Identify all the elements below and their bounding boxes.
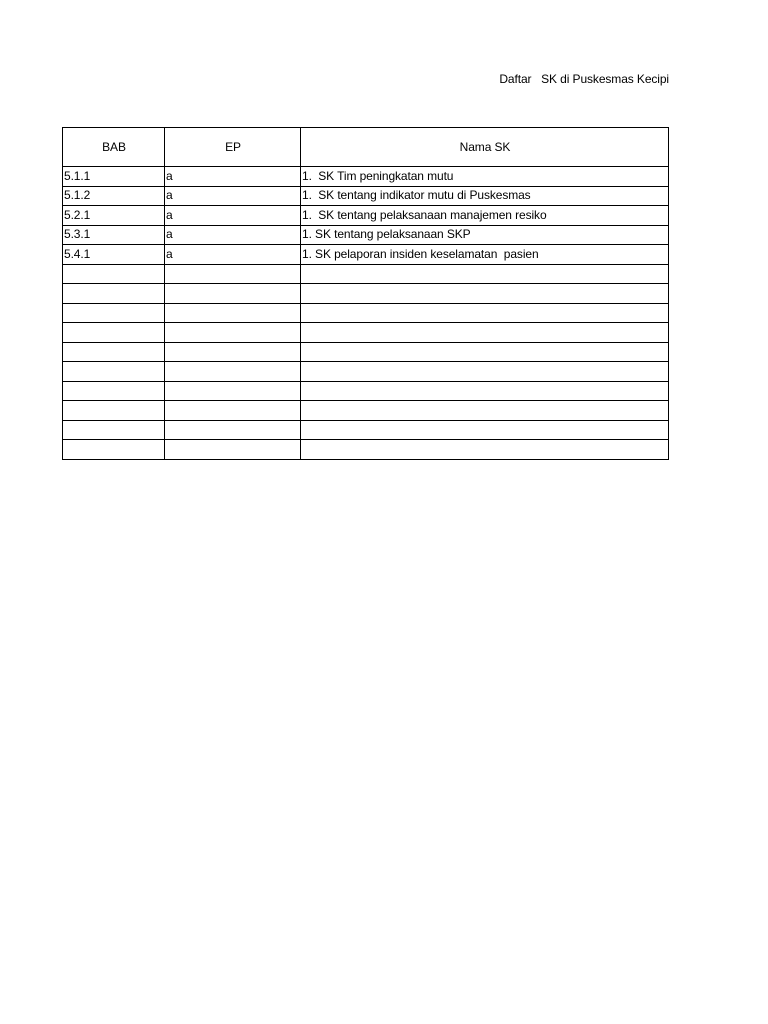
cell-bab: 5.3.1 (63, 225, 165, 245)
table-row (63, 245, 669, 265)
header-ep: EP (165, 128, 301, 167)
empty-cell (165, 440, 301, 460)
empty-table-row (63, 420, 669, 440)
table-row (63, 225, 669, 245)
empty-cell (165, 401, 301, 421)
table-row (63, 167, 669, 187)
empty-cell (63, 342, 165, 362)
empty-cell (63, 401, 165, 421)
empty-cell (165, 284, 301, 304)
empty-cell (301, 342, 669, 362)
document-title: Daftar SK di Puskesmas Kecipi (499, 72, 669, 86)
empty-table-row (63, 381, 669, 401)
header-bab: BAB (63, 128, 165, 167)
empty-cell (63, 420, 165, 440)
empty-cell (301, 264, 669, 284)
empty-cell (301, 323, 669, 343)
empty-cell (63, 362, 165, 382)
empty-table-row (63, 264, 669, 284)
empty-table-row (63, 342, 669, 362)
empty-table-row (63, 440, 669, 460)
empty-table-row (63, 303, 669, 323)
empty-cell (165, 362, 301, 382)
cell-ep: a (165, 186, 301, 206)
sk-table (62, 127, 669, 460)
cell-ep: a (165, 167, 301, 187)
empty-table-row (63, 362, 669, 382)
cell-bab: 5.1.1 (63, 167, 165, 187)
table-row (63, 206, 669, 226)
empty-table-row (63, 284, 669, 304)
empty-cell (301, 284, 669, 304)
cell-ep: a (165, 245, 301, 265)
empty-cell (165, 323, 301, 343)
empty-table-row (63, 323, 669, 343)
empty-cell (301, 440, 669, 460)
cell-ep: a (165, 206, 301, 226)
cell-bab: 5.1.2 (63, 186, 165, 206)
empty-cell (63, 381, 165, 401)
empty-cell (301, 420, 669, 440)
cell-ep: a (165, 225, 301, 245)
empty-table-row (63, 401, 669, 421)
empty-cell (301, 381, 669, 401)
empty-cell (165, 420, 301, 440)
cell-nama-sk: 1. SK tentang indikator mutu di Puskesmas (301, 186, 669, 206)
empty-cell (165, 342, 301, 362)
empty-cell (301, 362, 669, 382)
cell-nama-sk: 1. SK Tim peningkatan mutu (301, 167, 669, 187)
cell-nama-sk: 1. SK tentang pelaksanaan SKP (301, 225, 669, 245)
empty-cell (63, 323, 165, 343)
empty-cell (63, 264, 165, 284)
header-nama-sk: Nama SK (301, 128, 669, 167)
cell-nama-sk: 1. SK tentang pelaksanaan manajemen resiko (301, 206, 669, 226)
table-row (63, 186, 669, 206)
empty-cell (63, 284, 165, 304)
empty-cell (165, 264, 301, 284)
empty-cell (63, 303, 165, 323)
cell-bab: 5.4.1 (63, 245, 165, 265)
empty-cell (63, 440, 165, 460)
cell-bab: 5.2.1 (63, 206, 165, 226)
empty-cell (165, 381, 301, 401)
table-header-row (63, 128, 669, 167)
empty-cell (301, 401, 669, 421)
cell-nama-sk: 1. SK pelaporan insiden keselamatan pasien (301, 245, 669, 265)
empty-cell (165, 303, 301, 323)
empty-cell (301, 303, 669, 323)
